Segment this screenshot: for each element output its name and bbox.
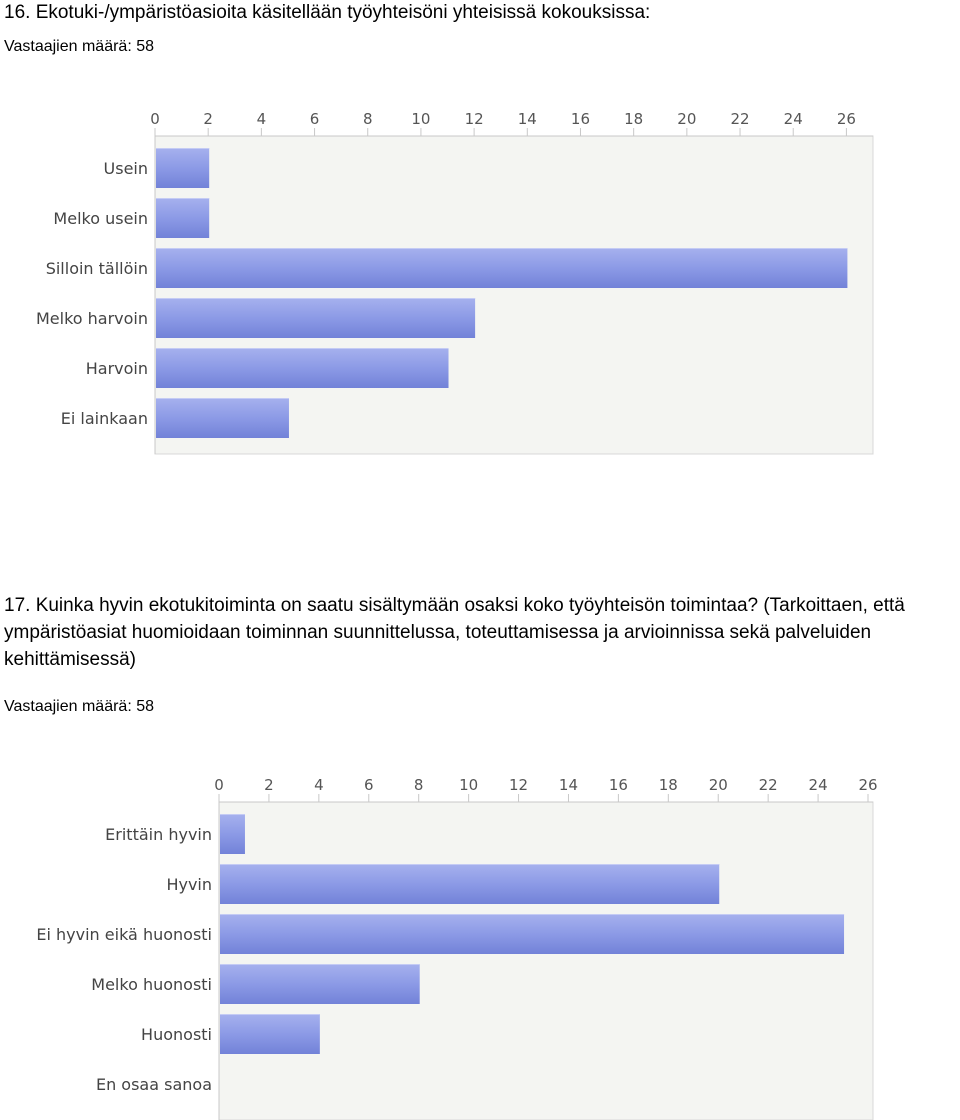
category-label: Ei hyvin eikä huonosti	[36, 925, 212, 944]
category-label: Silloin tällöin	[45, 259, 148, 278]
bar	[156, 248, 847, 288]
x-tick-label: 18	[658, 776, 678, 794]
bar	[220, 1014, 320, 1054]
question-17-respondent-count: Vastaajien määrä: 58	[4, 698, 155, 715]
x-tick-label: 6	[363, 776, 374, 794]
x-tick-label: 0	[214, 776, 224, 794]
bar	[220, 964, 420, 1004]
bar	[156, 348, 449, 388]
x-tick-label: 10	[411, 110, 431, 128]
x-tick-label: 10	[459, 776, 479, 794]
question-16-bar-chart	[0, 100, 880, 460]
x-tick-label: 24	[808, 776, 828, 794]
question-17-bar-chart	[0, 765, 880, 1120]
x-tick-label: 8	[413, 776, 424, 794]
x-tick-label: 14	[517, 110, 537, 128]
x-tick-label: 4	[256, 110, 267, 128]
x-tick-label: 8	[362, 110, 373, 128]
x-tick-label: 16	[570, 110, 591, 128]
bar	[220, 814, 245, 854]
x-tick-label: 20	[677, 110, 697, 128]
x-tick-label: 24	[783, 110, 803, 128]
bar	[220, 864, 719, 904]
x-tick-label: 6	[309, 110, 320, 128]
category-label: Melko harvoin	[35, 309, 148, 328]
question-16-title: 16. Ekotuki-/ympäristöasioita käsitellään työyhteisöni yhteisissä kokouksissa:	[4, 2, 651, 23]
x-tick-label: 2	[203, 110, 213, 128]
x-tick-label: 12	[508, 776, 529, 794]
bar	[156, 198, 209, 238]
x-tick-label: 16	[608, 776, 628, 794]
x-tick-label: 2	[264, 776, 274, 794]
category-label: Usein	[103, 159, 148, 178]
plot-area	[219, 802, 873, 1120]
x-tick-label: 0	[150, 110, 160, 128]
x-tick-label: 26	[836, 110, 856, 128]
category-label: Ei lainkaan	[60, 409, 148, 428]
category-label: Melko usein	[53, 209, 148, 228]
x-tick-label: 22	[758, 776, 778, 794]
x-tick-label: 18	[624, 110, 644, 128]
category-label: Huonosti	[141, 1025, 212, 1044]
x-tick-label: 20	[708, 776, 728, 794]
category-label: Melko huonosti	[91, 975, 212, 994]
x-tick-label: 14	[558, 776, 579, 794]
bar	[220, 914, 844, 954]
category-label: En osaa sanoa	[95, 1075, 212, 1094]
x-tick-label: 26	[858, 776, 878, 794]
category-label: Erittäin hyvin	[105, 825, 212, 844]
bar	[156, 398, 289, 438]
x-tick-label: 4	[314, 776, 324, 794]
x-tick-label: 12	[464, 110, 484, 128]
bar	[156, 148, 209, 188]
question-17-title: 17. Kuinka hyvin ekotukitoiminta on saatu sisältymään osaksi koko työyhteisön toimintaa? (Tarkoittaen, että ympäristöasiat huomioidaan toiminnan suunnittelussa, toteuttamisessa ja arvioinnissa sekä palveluiden kehittämisessä)	[4, 595, 905, 670]
question-16-respondent-count: Vastaajien määrä: 58	[4, 38, 155, 55]
category-label: Hyvin	[166, 875, 212, 894]
category-label: Harvoin	[85, 359, 148, 378]
bar	[156, 298, 475, 338]
x-tick-label: 22	[730, 110, 750, 128]
